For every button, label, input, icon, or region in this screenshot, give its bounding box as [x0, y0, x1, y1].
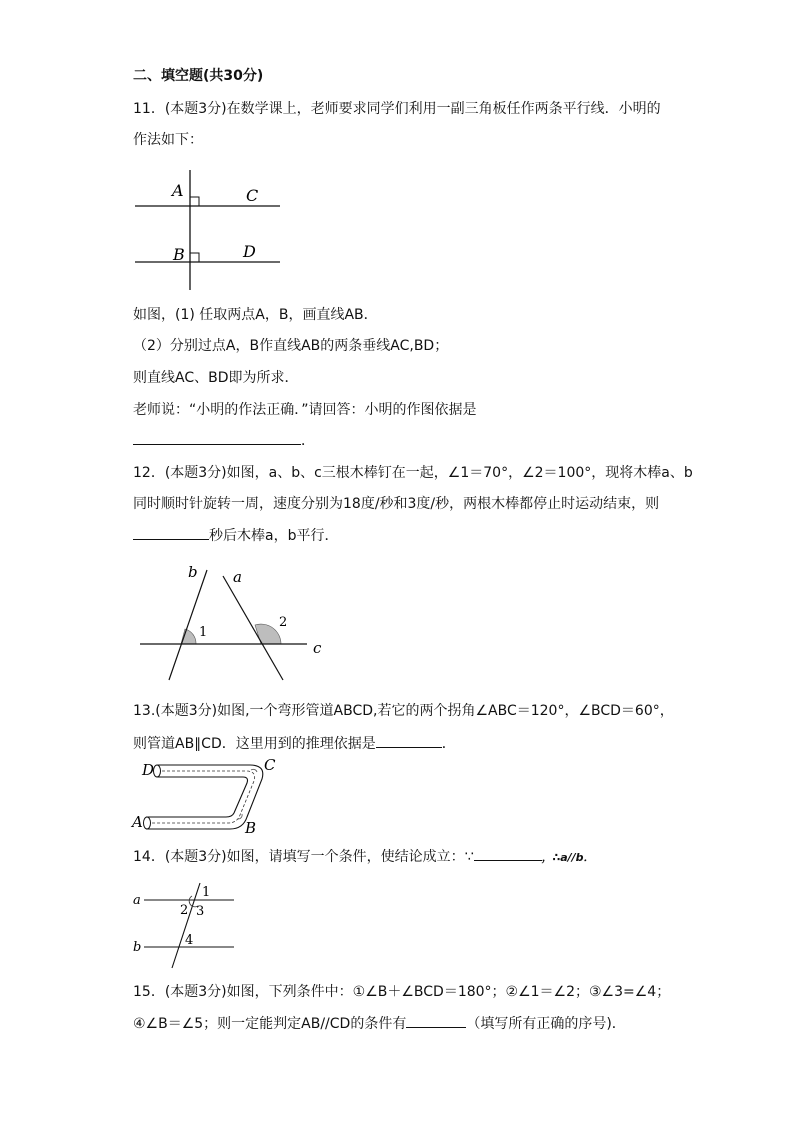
q13-pipe-end-a — [144, 817, 151, 829]
q14-label-2: 2 — [180, 903, 189, 918]
q14-label-4: 4 — [185, 933, 194, 948]
q13-line-1: 13.(本题3分)如图,一个弯形管道ABCD,若它的两个拐角∠ABC＝120°，∠BCD＝60°， — [133, 703, 674, 719]
q11-label-a: A — [172, 181, 184, 200]
q13-corner-arc-c — [251, 769, 257, 772]
q13-pipe-end-d — [154, 765, 161, 777]
q13-pipe-inner — [146, 777, 248, 817]
q14-transversal — [172, 883, 200, 968]
q11-step-1: 如图，(1) 任取两点A，B，画直线AB． — [133, 307, 378, 323]
q12-label-2: 2 — [279, 615, 288, 630]
q12-answer-blank[interactable] — [133, 525, 209, 540]
q12-angle-1-shade — [181, 629, 196, 644]
q14-line-1[interactable] — [133, 846, 595, 868]
q15-line-2-text: ④∠B＝∠5；则一定能判定AB//CD的条件有 — [133, 1016, 407, 1032]
q14-conclusion: ，∴a//b． — [541, 851, 595, 864]
q13-figure — [130, 757, 280, 837]
q14-label-1: 1 — [202, 885, 211, 900]
q11-line-2: 作法如下： — [133, 132, 203, 148]
q12-angle-2-shade — [255, 624, 281, 644]
q13-label-d: D — [142, 761, 155, 779]
q12-line-3[interactable] — [133, 525, 338, 546]
q13-line-2-text: 则管道AB∥CD．这里用到的推理依据是 — [133, 736, 376, 752]
q12-label-a: a — [233, 568, 242, 586]
q13-line-2[interactable] — [133, 733, 456, 754]
q14-label-3: 3 — [196, 904, 205, 919]
q13-end: ． — [441, 736, 456, 752]
q13-label-b: B — [245, 819, 257, 837]
q12-line-3-text: 秒后木棒a，b平行． — [209, 528, 339, 544]
q14-label-a: a — [133, 893, 141, 908]
q15-answer-blank[interactable] — [406, 1013, 466, 1028]
q11-end: ． — [301, 433, 315, 449]
q13-answer-blank[interactable] — [376, 733, 442, 748]
q11-step-3: 则直线AC、BD即为所求． — [133, 370, 299, 386]
q11-right-angle-b — [190, 253, 199, 262]
q11-answer-blank[interactable] — [133, 430, 301, 445]
q11-step-4: 老师说：“小明的作法正确．”请回答：小明的作图依据是 — [133, 402, 477, 418]
q11-answer-line[interactable] — [133, 430, 315, 451]
q11-line-1: 11．(本题3分)在数学课上，老师要求同学们利用一副三角板任作两条平行线．小明的 — [133, 101, 661, 117]
q15-line-2[interactable] — [133, 1013, 626, 1034]
q13-pipe-center — [148, 771, 255, 823]
q15-line-1: 15．(本题3分)如图，下列条件中：①∠B＋∠BCD＝180°；②∠1＝∠2；③∠3=∠4； — [133, 984, 671, 1000]
q11-label-b: B — [173, 245, 185, 264]
q11-label-d: D — [243, 242, 256, 261]
q13-label-a: A — [132, 813, 143, 831]
q14-label-b: b — [133, 940, 142, 955]
q13-label-c: C — [264, 756, 276, 774]
section-title: 二、填空题(共30分) — [133, 68, 264, 84]
q12-label-c: c — [313, 639, 322, 657]
q14-figure — [130, 880, 240, 970]
q11-right-angle-a — [190, 197, 199, 206]
q12-label-b: b — [188, 563, 198, 581]
q12-line-1: 12．(本题3分)如图，a、b、c三根木棒钉在一起，∠1＝70°，∠2＝100°，现将木棒a、b — [133, 465, 693, 481]
q12-line-2: 同时顺时针旋转一周，速度分别为18度/秒和3度/秒，两根木棒都停止时运动结束，则 — [133, 496, 660, 512]
q12-figure — [135, 562, 335, 682]
q11-label-c: C — [246, 186, 259, 205]
q11-step-2: （2）分别过点A，B作直线AB的两条垂线AC,BD； — [133, 338, 449, 354]
q12-rod-a — [223, 576, 283, 680]
q12-label-1: 1 — [199, 625, 208, 640]
q15-line-2-end: （填写所有正确的序号)． — [466, 1016, 626, 1032]
q14-answer-blank[interactable] — [474, 846, 542, 861]
q11-figure — [130, 170, 290, 300]
q14-line-1-text: 14．(本题3分)如图，请填写一个条件，使结论成立：∵ — [133, 849, 474, 865]
